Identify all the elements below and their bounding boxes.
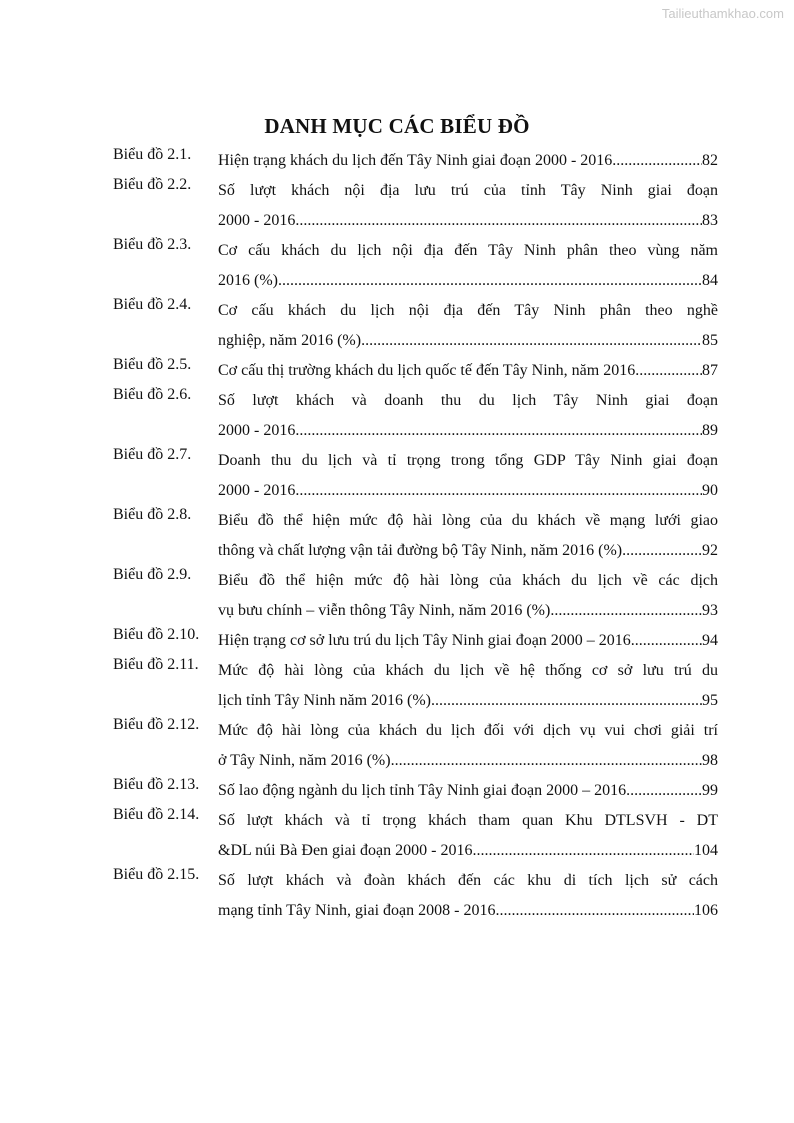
toc-entry: [113, 386, 718, 446]
entry-number: Biểu đồ 2.13.: [113, 776, 200, 793]
dot-leader: [622, 536, 702, 566]
entry-number: Biểu đồ 2.9.: [113, 566, 192, 583]
dot-leader: [631, 626, 702, 656]
entry-page-number: 89: [702, 422, 718, 439]
entry-title-line: 2016 (%): [218, 272, 278, 289]
entry-title-line: Mức độ hài lòng của khách du lịch về hệ thống cơ sở lưu trú du: [218, 662, 718, 679]
entry-number: Biểu đồ 2.2.: [113, 176, 192, 193]
entry-number: Biểu đồ 2.11.: [113, 656, 199, 673]
dot-leader: [361, 326, 702, 356]
entry-number: Biểu đồ 2.5.: [113, 356, 192, 373]
entry-page-number: 104: [694, 842, 718, 859]
toc-entry: [113, 356, 718, 386]
entry-title-line: Cơ cấu thị trường khách du lịch quốc tế đến Tây Ninh, năm 2016: [218, 362, 636, 379]
entry-page-number: 85: [702, 332, 718, 349]
dot-leader: [612, 146, 702, 176]
toc-entry: [113, 626, 718, 656]
entry-page-number: 94: [702, 632, 718, 649]
entry-page-number: 82: [702, 152, 718, 169]
dot-leader: [391, 746, 702, 776]
entry-page-number: 106: [694, 902, 718, 919]
dot-leader: [295, 206, 702, 236]
toc-entry: [113, 236, 718, 296]
page-title: DANH MỤC CÁC BIỂU ĐỒ: [264, 114, 530, 138]
toc-entry: [113, 716, 718, 776]
entry-page-number: 92: [702, 542, 718, 559]
entry-title-line: Doanh thu du lịch và tỉ trọng trong tổng GDP Tây Ninh giai đoạn: [218, 452, 718, 469]
entry-title-line: Biểu đồ thể hiện mức độ hài lòng của khách du lịch về các dịch: [218, 572, 718, 589]
entry-title-line: Mức độ hài lòng của khách du lịch đối với dịch vụ vui chơi giải trí: [218, 722, 718, 739]
dot-leader: [626, 776, 702, 806]
entry-title-line: Số lượt khách và doanh thu du lịch Tây Ninh giai đoạn: [218, 392, 718, 409]
entry-title-line: Hiện trạng khách du lịch đến Tây Ninh giai đoạn 2000 - 2016: [218, 152, 613, 169]
entry-title-line: lịch tỉnh Tây Ninh năm 2016 (%): [218, 692, 431, 709]
dot-leader: [472, 836, 694, 866]
dot-leader: [635, 356, 702, 386]
toc-entry: [113, 776, 718, 806]
entry-title-line: Số lượt khách nội địa lưu trú của tỉnh Tây Ninh giai đoạn: [218, 182, 718, 199]
entry-page-number: 98: [702, 752, 718, 769]
entry-number: Biểu đồ 2.4.: [113, 296, 192, 313]
dot-leader: [431, 686, 702, 716]
dot-leader: [295, 416, 702, 446]
dot-leader: [295, 476, 702, 506]
entry-page-number: 93: [702, 602, 718, 619]
entry-page-number: 90: [702, 482, 718, 499]
toc-entry: [113, 446, 718, 506]
entry-title-line: vụ bưu chính – viễn thông Tây Ninh, năm 2016 (%): [218, 602, 551, 619]
entry-title-line: Số lao động ngành du lịch tỉnh Tây Ninh giai đoạn 2000 – 2016: [218, 782, 627, 799]
entry-page-number: 84: [702, 272, 718, 289]
entry-number: Biểu đồ 2.1.: [113, 146, 192, 163]
toc-entry: [113, 656, 718, 716]
entry-number: Biểu đồ 2.3.: [113, 236, 192, 253]
toc-entry: [113, 806, 718, 866]
toc-entry: [113, 566, 718, 626]
toc-entry: [113, 176, 718, 236]
entry-page-number: 87: [702, 362, 718, 379]
entry-title-line: ở Tây Ninh, năm 2016 (%): [218, 752, 391, 769]
entry-number: Biểu đồ 2.15.: [113, 866, 200, 883]
entry-title-line: Hiện trạng cơ sở lưu trú du lịch Tây Ninh giai đoạn 2000 – 2016: [218, 632, 631, 649]
entry-title-line: 2000 - 2016: [218, 482, 296, 499]
toc-entry: [113, 866, 718, 926]
entry-title-line: 2000 - 2016: [218, 212, 296, 229]
entry-page-number: 83: [702, 212, 718, 229]
entry-page-number: 99: [702, 782, 718, 799]
entry-number: Biểu đồ 2.6.: [113, 386, 192, 403]
entry-number: Biểu đồ 2.10.: [113, 626, 200, 643]
entry-page-number: 95: [702, 692, 718, 709]
toc-entry: [113, 506, 718, 566]
entry-number: Biểu đồ 2.12.: [113, 716, 200, 733]
toc-entry: [113, 296, 718, 356]
entry-title-line: Biểu đồ thể hiện mức độ hài lòng của du khách về mạng lưới giao: [218, 512, 718, 529]
dot-leader: [278, 266, 702, 296]
toc-entry: [113, 146, 718, 176]
entry-number: Biểu đồ 2.7.: [113, 446, 192, 463]
entry-title-line: Số lượt khách và tỉ trọng khách tham quan Khu DTLSVH - DT: [218, 812, 718, 829]
watermark-text: Tailieuthamkhao.com: [661, 6, 784, 21]
entry-title-line: mạng tỉnh Tây Ninh, giai đoạn 2008 - 2016: [218, 902, 496, 919]
dot-leader: [550, 596, 702, 626]
entry-title-line: &DL núi Bà Đen giai đoạn 2000 - 2016: [218, 842, 473, 859]
entry-title-line: Cơ cấu khách du lịch nội địa đến Tây Ninh phân theo vùng năm: [218, 242, 718, 259]
dot-leader: [495, 896, 694, 926]
chart-list: [113, 146, 718, 926]
entry-number: Biểu đồ 2.8.: [113, 506, 192, 523]
entry-title-line: Cơ cấu khách du lịch nội địa đến Tây Ninh phân theo nghề: [218, 302, 718, 319]
entry-title-line: Số lượt khách và đoàn khách đến các khu di tích lịch sử cách: [218, 872, 718, 889]
entry-number: Biểu đồ 2.14.: [113, 806, 200, 823]
entry-title-line: thông và chất lượng vận tải đường bộ Tây Ninh, năm 2016 (%): [218, 542, 623, 559]
entry-title-line: 2000 - 2016: [218, 422, 296, 439]
entry-title-line: nghiệp, năm 2016 (%): [218, 332, 362, 349]
